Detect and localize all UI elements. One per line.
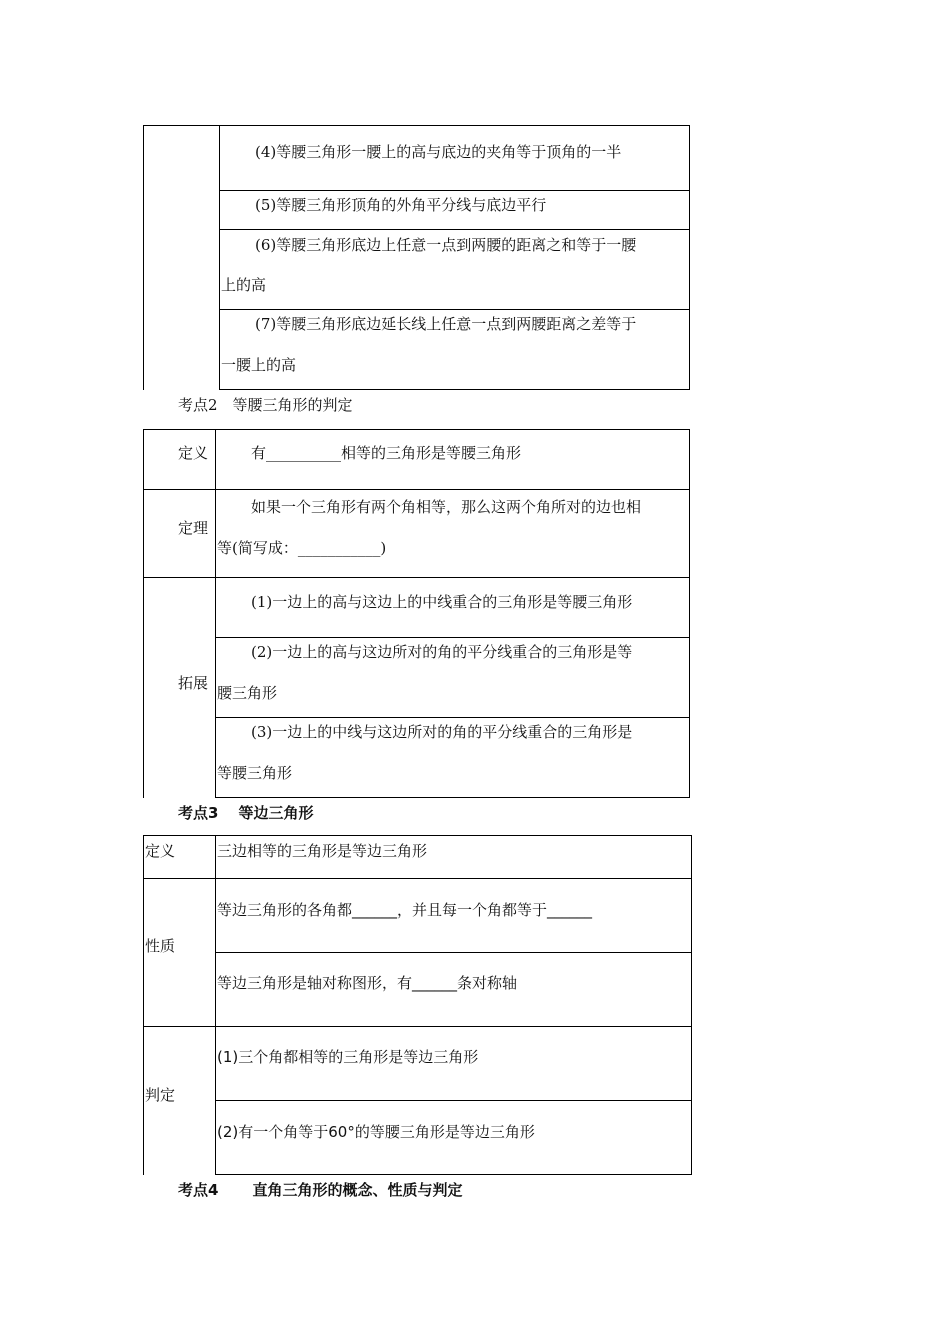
table-row: 上的高 bbox=[221, 276, 267, 294]
row-label: 判定 bbox=[145, 1086, 176, 1104]
row-label: 性质 bbox=[145, 937, 176, 955]
heading-title: 直角三角形的概念、性质与判定 bbox=[252, 1181, 463, 1199]
heading-number: 考点3 bbox=[178, 804, 219, 822]
list-item: 等腰三角形 bbox=[217, 764, 293, 782]
row-label: 定理 bbox=[178, 519, 209, 537]
section-heading bbox=[178, 1179, 462, 1200]
heading-number: 考点4 bbox=[178, 1181, 219, 1199]
table-row: (4)等腰三角形一腰上的高与底边的夹角等于顶角的一半 bbox=[255, 143, 622, 161]
theorem-text: 等(简写成：___________) bbox=[217, 539, 387, 557]
row-label: 定义 bbox=[178, 444, 209, 462]
list-item: 等边三角形是轴对称图形，有______条对称轴 bbox=[217, 974, 518, 992]
heading-title: 等边三角形 bbox=[238, 804, 314, 822]
table-row: (7)等腰三角形底边延长线上任意一点到两腰距离之差等于 bbox=[255, 315, 637, 333]
list-item: (2)一边上的高与这边所对的角的平分线重合的三角形是等 bbox=[251, 643, 633, 661]
table-row: (5)等腰三角形顶角的外角平分线与底边平行 bbox=[255, 196, 547, 214]
section-heading bbox=[178, 802, 313, 823]
definition-text: 三边相等的三角形是等边三角形 bbox=[217, 842, 428, 860]
row-label: 定义 bbox=[145, 842, 176, 860]
list-item: 腰三角形 bbox=[217, 684, 278, 702]
list-item: (2)有一个角等于60°的等腰三角形是等边三角形 bbox=[217, 1123, 535, 1141]
list-item: (3)一边上的中线与这边所对的角的平分线重合的三角形是 bbox=[251, 723, 633, 741]
list-item: (1)一边上的高与这边上的中线重合的三角形是等腰三角形 bbox=[251, 593, 633, 611]
theorem-text: 如果一个三角形有两个角相等，那么这两个角所对的边也相 bbox=[251, 498, 642, 516]
list-item: 等边三角形的各角都______，并且每一个角都等于______ bbox=[217, 901, 593, 919]
row-label: 拓展 bbox=[178, 674, 209, 692]
table-row: (6)等腰三角形底边上任意一点到两腰的距离之和等于一腰 bbox=[255, 236, 637, 254]
table-row: 一腰上的高 bbox=[221, 356, 297, 374]
list-item: (1)三个角都相等的三角形是等边三角形 bbox=[217, 1048, 479, 1066]
definition-text: 有__________相等的三角形是等腰三角形 bbox=[251, 444, 522, 462]
section-heading: 考点2 等腰三角形的判定 bbox=[178, 396, 353, 414]
